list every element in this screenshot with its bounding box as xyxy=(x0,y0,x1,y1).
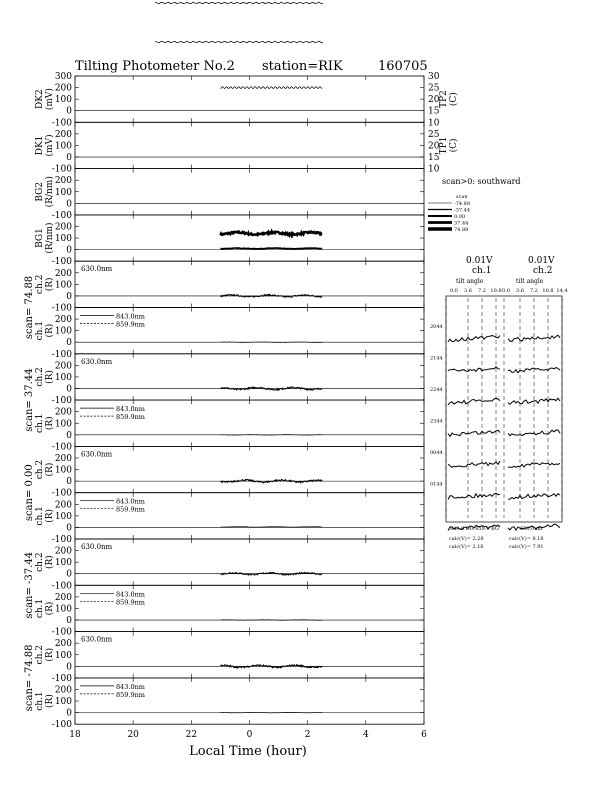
panel-unit: (R) xyxy=(45,416,55,431)
panel-frame xyxy=(75,261,424,307)
scan-group-label: scan= -74.88 xyxy=(24,644,35,712)
panel-unit: (R) xyxy=(45,462,55,477)
tilt-row-label: 2244 xyxy=(430,387,443,393)
panel-unit: (R) xyxy=(45,555,55,570)
y-tick-label: 0 xyxy=(66,291,72,302)
tilt-ch2-scale: 0.01V xyxy=(528,256,555,266)
y-tick-label: 200 xyxy=(54,500,72,511)
y-tick-label: -100 xyxy=(51,396,72,407)
panel-frame xyxy=(75,539,424,585)
panel-unit: (mV) xyxy=(45,134,55,157)
tilt-angle-panel xyxy=(430,256,568,550)
header-wave-1 xyxy=(155,41,323,43)
y-tick-label: 100 xyxy=(54,141,72,152)
data-trace xyxy=(220,480,322,483)
y-tick-label: 300 xyxy=(54,72,72,82)
right-tick-label: 10 xyxy=(428,118,440,129)
calc-ch1-a: calc(V)= 2.28 xyxy=(449,536,484,542)
tilt-tick-label: 3.6 xyxy=(464,288,472,294)
right-tick-label: 10 xyxy=(428,164,440,175)
legend-label: 859.9nm xyxy=(116,598,145,607)
tilt-row-label: 2044 xyxy=(430,324,443,330)
panel-unit: (R) xyxy=(45,647,55,662)
calc-ch2-b: calc(V)= 7.91 xyxy=(509,544,544,550)
panel-11 xyxy=(35,585,424,637)
y-tick-label: 200 xyxy=(54,592,72,603)
panel-9 xyxy=(35,493,424,545)
y-tick-label: -100 xyxy=(51,118,72,129)
legend-label: 843.0nm xyxy=(116,590,145,599)
panel-12 xyxy=(24,632,424,712)
y-tick-label: -100 xyxy=(51,673,72,684)
panel-2 xyxy=(35,169,424,221)
y-tick-label: 0 xyxy=(66,430,72,441)
calc-ch1-b: calc(V)= 2.16 xyxy=(449,544,484,550)
panel-ylabel: ch.1 xyxy=(35,413,45,433)
tilt-ch2-footer: 630.0nm xyxy=(520,526,543,532)
y-tick-label: 200 xyxy=(54,546,72,557)
x-tick-label: 18 xyxy=(69,730,81,741)
tilt-profile xyxy=(448,336,500,342)
y-tick-label: 200 xyxy=(54,685,72,696)
panel-ylabel: DK2 xyxy=(35,89,45,109)
legend-label: 859.9nm xyxy=(116,320,145,329)
y-tick-label: 100 xyxy=(54,604,72,615)
panel-ylabel: BG1 xyxy=(35,228,45,248)
panel-frame xyxy=(75,215,424,261)
tilt-row-label: 2144 xyxy=(430,355,443,362)
panel-7 xyxy=(35,400,424,452)
y-tick-label: 100 xyxy=(54,326,72,337)
y-tick-label: 100 xyxy=(54,465,72,476)
station-label: station=RIK xyxy=(262,59,343,74)
y-tick-label: -100 xyxy=(51,442,72,453)
y-tick-label: -100 xyxy=(51,164,72,175)
figure-title: Tilting Photometer No.2 xyxy=(75,59,235,74)
y-tick-label: 200 xyxy=(54,407,72,418)
panel-ylabel: ch.2 xyxy=(35,274,45,295)
tilt-tick-label: 7.2 xyxy=(478,288,486,294)
panel-unit: (R) xyxy=(45,601,55,616)
scan-legend-entry: 37.44 xyxy=(454,220,469,227)
right-tick-label: 20 xyxy=(428,141,440,152)
panel-4 xyxy=(24,261,424,339)
panel-ylabel: ch.2 xyxy=(35,645,45,665)
panel-ylabel: ch.1 xyxy=(35,506,45,526)
tilt-ch2-subtitle: tilt angle xyxy=(516,278,544,285)
panel-unit: (R) xyxy=(45,370,55,384)
panel-unit: (R) xyxy=(45,277,55,292)
data-trace xyxy=(220,248,322,249)
tilt-tick-label: 10.8 xyxy=(490,288,502,294)
y-tick-label: 200 xyxy=(54,83,72,94)
panel-frame xyxy=(75,122,424,168)
x-tick-label: 0 xyxy=(246,730,253,741)
data-trace xyxy=(220,232,322,236)
panel-ylabel: ch.2 xyxy=(35,552,45,572)
y-tick-label: 0 xyxy=(66,616,72,627)
header-wave-0 xyxy=(155,2,323,4)
calc-ch2-a: calc(V)= 8.18 xyxy=(509,536,544,542)
y-tick-label: 100 xyxy=(54,95,72,106)
y-tick-label: -100 xyxy=(51,535,72,545)
panel-unit: (mV) xyxy=(45,88,55,111)
y-tick-label: 100 xyxy=(54,511,72,522)
y-tick-label: 0 xyxy=(66,245,72,256)
panel-frame xyxy=(75,76,424,122)
y-tick-label: 200 xyxy=(54,222,72,233)
y-tick-label: 0 xyxy=(66,384,72,395)
legend-label: 859.9nm xyxy=(116,690,145,699)
panel-stack xyxy=(24,2,459,730)
y-tick-label: 0 xyxy=(66,153,72,164)
panel-ylabel: ch.1 xyxy=(35,598,45,619)
right-tick-label: 15 xyxy=(428,153,440,164)
tilt-tick-label: 7.2 xyxy=(530,288,538,294)
tilt-tick-label: 10.8 xyxy=(542,288,554,294)
y-tick-label: -100 xyxy=(51,488,72,499)
y-tick-label: 200 xyxy=(54,361,72,372)
tilt-ch1-subtitle: tilt angle xyxy=(456,278,484,285)
data-trace xyxy=(220,527,322,528)
panel-5 xyxy=(35,308,424,360)
right-axis-label: TP2 xyxy=(439,90,449,109)
right-tick-label: 15 xyxy=(428,106,440,117)
y-tick-label: 0 xyxy=(66,106,72,117)
legend-label: 843.0nm xyxy=(116,682,145,691)
panel-3 xyxy=(35,215,424,267)
wavelength-label: 630.0nm xyxy=(81,543,113,551)
panel-frame xyxy=(75,632,424,678)
y-tick-label: -100 xyxy=(51,720,72,731)
scan-legend-header: scan xyxy=(456,194,468,200)
legend-label: 843.0nm xyxy=(116,497,145,506)
x-tick-label: 6 xyxy=(421,730,427,741)
y-tick-label: -100 xyxy=(51,257,72,268)
right-tick-label: 25 xyxy=(428,129,440,140)
y-tick-label: 200 xyxy=(54,176,72,187)
tilt-ch1-label: ch.1 xyxy=(472,266,492,276)
tilt-row-label: 0144 xyxy=(430,481,443,488)
y-tick-label: 100 xyxy=(54,372,72,383)
panel-ylabel: BG2 xyxy=(35,181,45,202)
tilt-tick-label: 3.6 xyxy=(516,288,524,294)
data-trace xyxy=(220,87,322,89)
wavelength-label: 630.0nm xyxy=(81,265,113,274)
y-tick-label: 100 xyxy=(54,187,72,198)
tilt-tick-label: 0.0 xyxy=(502,288,510,294)
panel-ylabel: ch.1 xyxy=(35,691,45,711)
panel-0 xyxy=(35,72,459,128)
panel-13 xyxy=(35,678,424,730)
wavelength-label: 630.0nm xyxy=(81,635,113,644)
scan-legend-entry: 0.00 xyxy=(454,214,466,220)
tilt-tick-label: 14.4 xyxy=(556,288,568,294)
scan-legend-entry: -37.44 xyxy=(454,207,471,214)
scan-legend-title: scan>0: southward xyxy=(442,177,521,186)
panel-ylabel: ch.2 xyxy=(35,459,45,480)
y-tick-label: 200 xyxy=(54,639,72,650)
y-tick-label: -100 xyxy=(51,581,72,592)
tilt-ch1-footer: 843.0 BG 859.9 BG xyxy=(450,526,499,532)
x-tick-label: 20 xyxy=(127,730,139,741)
y-tick-label: 0 xyxy=(66,523,72,534)
scan-legend-entry: 74.88 xyxy=(454,227,469,233)
legend-label: 859.9nm xyxy=(116,413,145,422)
right-tick-label: 20 xyxy=(428,95,440,106)
tilt-ch1-scale: 0.01V xyxy=(466,256,493,266)
tilt-profile xyxy=(448,430,500,436)
y-tick-label: 100 xyxy=(54,280,72,291)
panel-frame xyxy=(75,446,424,492)
y-tick-label: 100 xyxy=(54,558,72,569)
panel-frame xyxy=(75,354,424,400)
y-tick-label: -100 xyxy=(51,349,72,360)
legend-label: 843.0nm xyxy=(116,405,145,414)
panel-unit: (R/nm) xyxy=(45,176,55,208)
panel-unit: (R/nm) xyxy=(45,222,55,254)
scan-legend-entry: -74.88 xyxy=(454,201,471,207)
y-tick-label: 100 xyxy=(54,650,72,661)
panel-unit: (R) xyxy=(45,323,55,338)
scan-group-label: scan= -37.44 xyxy=(24,551,35,619)
y-tick-label: 100 xyxy=(54,234,72,245)
scan-legend xyxy=(428,177,521,233)
right-axis-unit: (C) xyxy=(449,92,459,107)
tilt-ch2-label: ch.2 xyxy=(533,266,553,276)
right-tick-label: 30 xyxy=(428,72,440,82)
scan-group-label: scan= 37.44 xyxy=(24,368,35,432)
y-tick-label: 200 xyxy=(54,315,72,326)
y-tick-label: 200 xyxy=(54,268,72,279)
tilt-profile xyxy=(448,398,500,405)
wavelength-label: 630.0nm xyxy=(81,450,113,459)
x-tick-label: 22 xyxy=(185,730,198,741)
x-tick-label: 4 xyxy=(362,730,369,741)
legend-label: 843.0nm xyxy=(116,312,145,321)
x-axis xyxy=(69,730,427,740)
panel-unit: (R) xyxy=(45,508,55,523)
y-tick-label: 100 xyxy=(54,419,72,430)
panel-ylabel: DK1 xyxy=(35,135,45,156)
scan-group-label: scan= 74.88 xyxy=(24,275,35,340)
y-tick-label: 200 xyxy=(54,129,72,140)
y-tick-label: 0 xyxy=(66,708,72,719)
right-axis-label: TP1 xyxy=(439,136,449,155)
y-tick-label: 0 xyxy=(66,662,72,673)
y-tick-label: 0 xyxy=(66,569,72,580)
panel-8 xyxy=(24,446,424,521)
y-tick-label: -100 xyxy=(51,303,72,314)
panel-ylabel: ch.2 xyxy=(35,367,45,387)
scan-group-label: scan= 0.00 xyxy=(24,464,35,522)
y-tick-label: 0 xyxy=(66,477,72,488)
tilt-row-label: 0044 xyxy=(430,450,443,456)
y-tick-label: 100 xyxy=(54,697,72,708)
tilt-profile xyxy=(448,367,500,372)
tilt-profile xyxy=(448,493,500,499)
y-tick-label: -100 xyxy=(51,627,72,638)
x-axis-label: Local Time (hour) xyxy=(189,744,307,759)
tilt-profile xyxy=(448,461,500,467)
y-tick-label: 0 xyxy=(66,199,72,210)
panel-unit: (R) xyxy=(45,694,55,708)
panel-frame xyxy=(75,169,424,215)
legend-label: 859.9nm xyxy=(116,505,145,514)
tilt-row-label: 2344 xyxy=(430,418,443,425)
panel-6 xyxy=(24,354,424,432)
x-tick-label: 2 xyxy=(304,730,311,741)
y-tick-label: -100 xyxy=(51,210,72,221)
date-label: 160705 xyxy=(378,59,428,74)
panel-1 xyxy=(35,122,459,174)
right-tick-label: 25 xyxy=(428,83,440,94)
right-axis-unit: (C) xyxy=(449,138,459,153)
panel-ylabel: ch.1 xyxy=(35,320,45,341)
y-tick-label: 0 xyxy=(66,338,72,349)
wavelength-label: 630.0nm xyxy=(81,357,113,366)
panel-10 xyxy=(24,539,424,619)
y-tick-label: 200 xyxy=(54,453,72,464)
tilt-tick-label: 0.0 xyxy=(450,288,458,294)
